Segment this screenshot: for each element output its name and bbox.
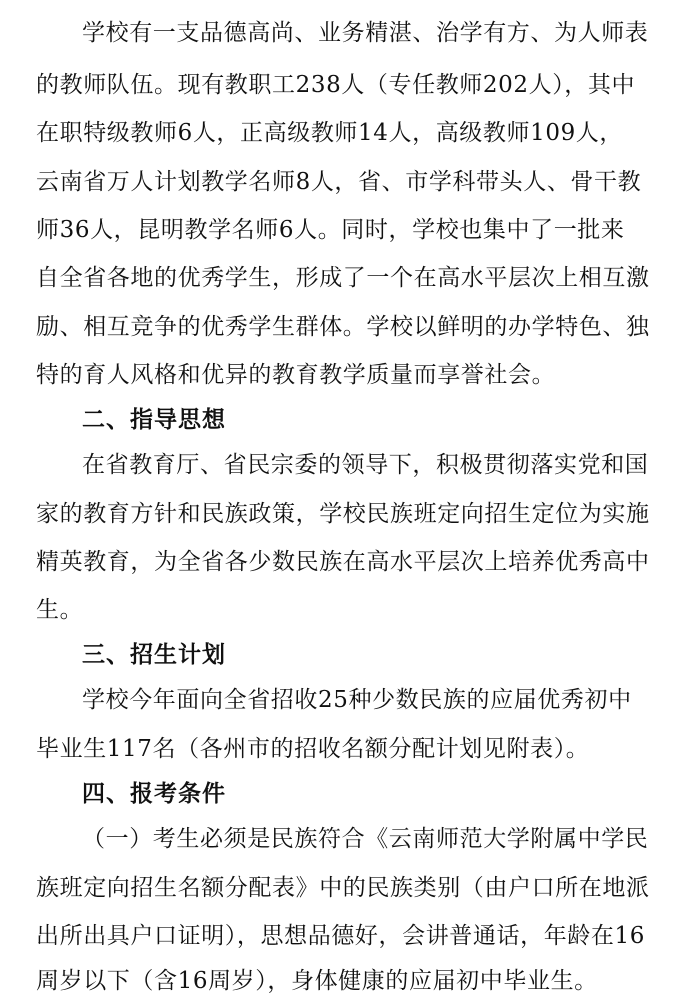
intro-line-1: 学校有一支品德高尚、业务精湛、治学有方、为人师表	[82, 20, 649, 46]
section-3-line-1: 学校今年面向全省招收25种少数民族的应届优秀初中	[82, 687, 632, 713]
section-2-line-3: 精英教育，为全省各少数民族在高水平层次上培养优秀高中	[36, 549, 650, 575]
section-4-line-2: 族班定向招生名额分配表》中的民族类别（由户口所在地派	[36, 875, 650, 901]
section-4-line-4: 周岁以下（含16周岁），身体健康的应届初中毕业生。	[36, 968, 598, 994]
section-heading-enrollment-plan: 三、招生计划	[82, 642, 226, 668]
intro-line-6: 自全省各地的优秀学生，形成了一个在高水平层次上相互激	[36, 265, 650, 291]
intro-line-7: 励、相互竞争的优秀学生群体。学校以鲜明的办学特色、独	[36, 314, 650, 340]
intro-line-3: 在职特级教师6人，正高级教师14人，高级教师109人，	[36, 120, 623, 146]
section-2-line-1: 在省教育厅、省民宗委的领导下，积极贯彻落实党和国	[82, 452, 649, 478]
section-4-line-3: 出所出具户口证明），思想品德好，会讲普通话，年龄在16	[36, 923, 645, 949]
section-3-line-2: 毕业生117名（各州市的招收名额分配计划见附表）。	[36, 736, 590, 762]
intro-line-4: 云南省万人计划教学名师8人，省、市学科带头人、骨干教	[36, 169, 642, 195]
intro-line-2: 的教师队伍。现有教职工238人（专任教师202人），其中	[36, 72, 636, 98]
section-4-line-1: （一）考生必须是民族符合《云南师范大学附属中学民	[82, 826, 649, 852]
intro-line-5: 师36人，昆明教学名师6人。同时，学校也集中了一批来	[36, 217, 625, 243]
section-heading-application-conditions: 四、报考条件	[82, 781, 226, 807]
intro-line-8: 特的育人风格和优异的教育教学质量而享誉社会。	[36, 362, 556, 388]
section-heading-guiding-ideology: 二、指导思想	[82, 407, 226, 433]
section-2-line-4: 生。	[36, 597, 84, 623]
section-2-line-2: 家的教育方针和民族政策，学校民族班定向招生定位为实施	[36, 501, 650, 527]
